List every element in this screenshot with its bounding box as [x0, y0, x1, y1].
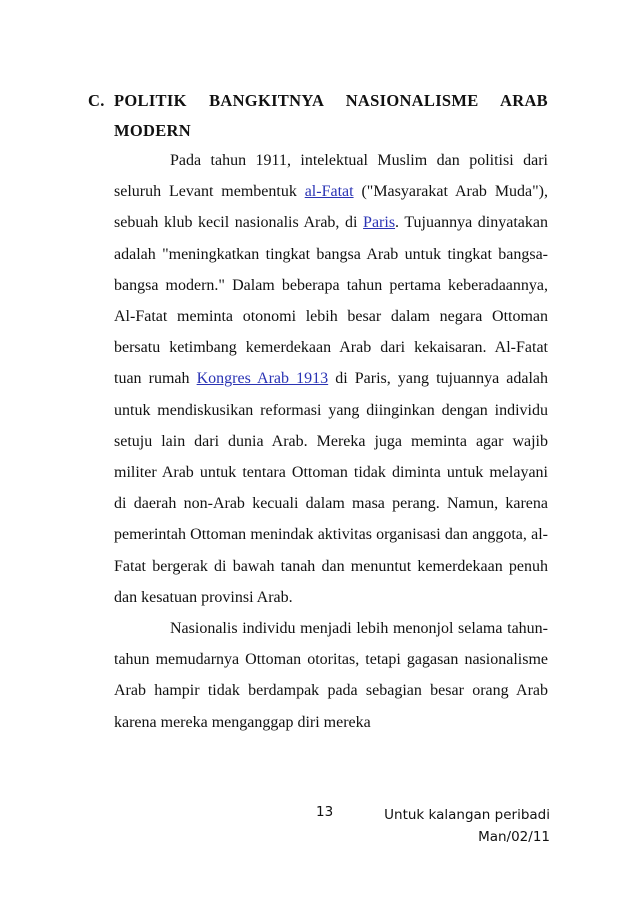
page-number: 13 — [316, 804, 334, 820]
paragraph-2 — [114, 613, 548, 738]
section-title-line-2: MODERN — [114, 121, 191, 140]
link-paris[interactable]: Paris — [363, 214, 396, 232]
section-title-line-1: POLITIK BANGKITNYA NASIONALISME ARAB — [114, 91, 548, 110]
footer-note-line-2: Man/02/11 — [478, 829, 550, 845]
footer-note — [380, 804, 550, 848]
text-run: di Paris, yang tujuannya adalah untuk mendiskusikan reformasi yang diinginkan dengan individu setuju lain dari dunia Arab. Mereka juga meminta agar wajib militer Arab untuk tentara Ottoman tidak diminta untuk melayani di daerah non-Arab kecuali dalam masa perang. Namun, karena pemerintah Ottoman menindak aktivitas organisasi dan anggota, al-Fatat bergerak di bawah tanah dan menuntut kemerdekaan penuh dan kesatuan provinsi Arab. — [114, 370, 549, 606]
paragraph-1 — [114, 145, 548, 613]
link-al-fatat[interactable]: al-Fatat — [304, 183, 354, 201]
text-run: . Tujuannya dinyatakan adalah "meningkatkan tingkat bangsa Arab untuk tingkat bangsa-bangsa modern." Dalam beberapa tahun pertama keberadaannya, Al-Fatat meminta otonomi lebih besar dalam negara Ottoman bersatu ketimbang kemerdekaan Arab dari kekaisaran. Al-Fatat tuan rumah — [114, 214, 548, 388]
section-label: C. — [88, 91, 105, 110]
text-run: Pada tahun 1911, intelektual Muslim dan politisi dari seluruh Levant membentuk — [114, 152, 548, 201]
text-run: ("Masyarakat Arab Muda"), sebuah klub kecil nasionalis Arab, di — [114, 183, 549, 232]
text-run: Nasionalis individu menjadi lebih menonjol selama tahun-tahun memudarnya Ottoman otoritas, tetapi gagasan nasionalisme Arab hampir tidak berdampak pada sebagian besar orang Arab karena mereka menganggap diri mereka — [114, 620, 548, 731]
footer-note-line-1: Untuk kalangan peribadi — [384, 807, 550, 823]
link-kongres-arab-1913[interactable]: Kongres Arab 1913 — [196, 370, 329, 388]
body-text — [114, 145, 548, 738]
